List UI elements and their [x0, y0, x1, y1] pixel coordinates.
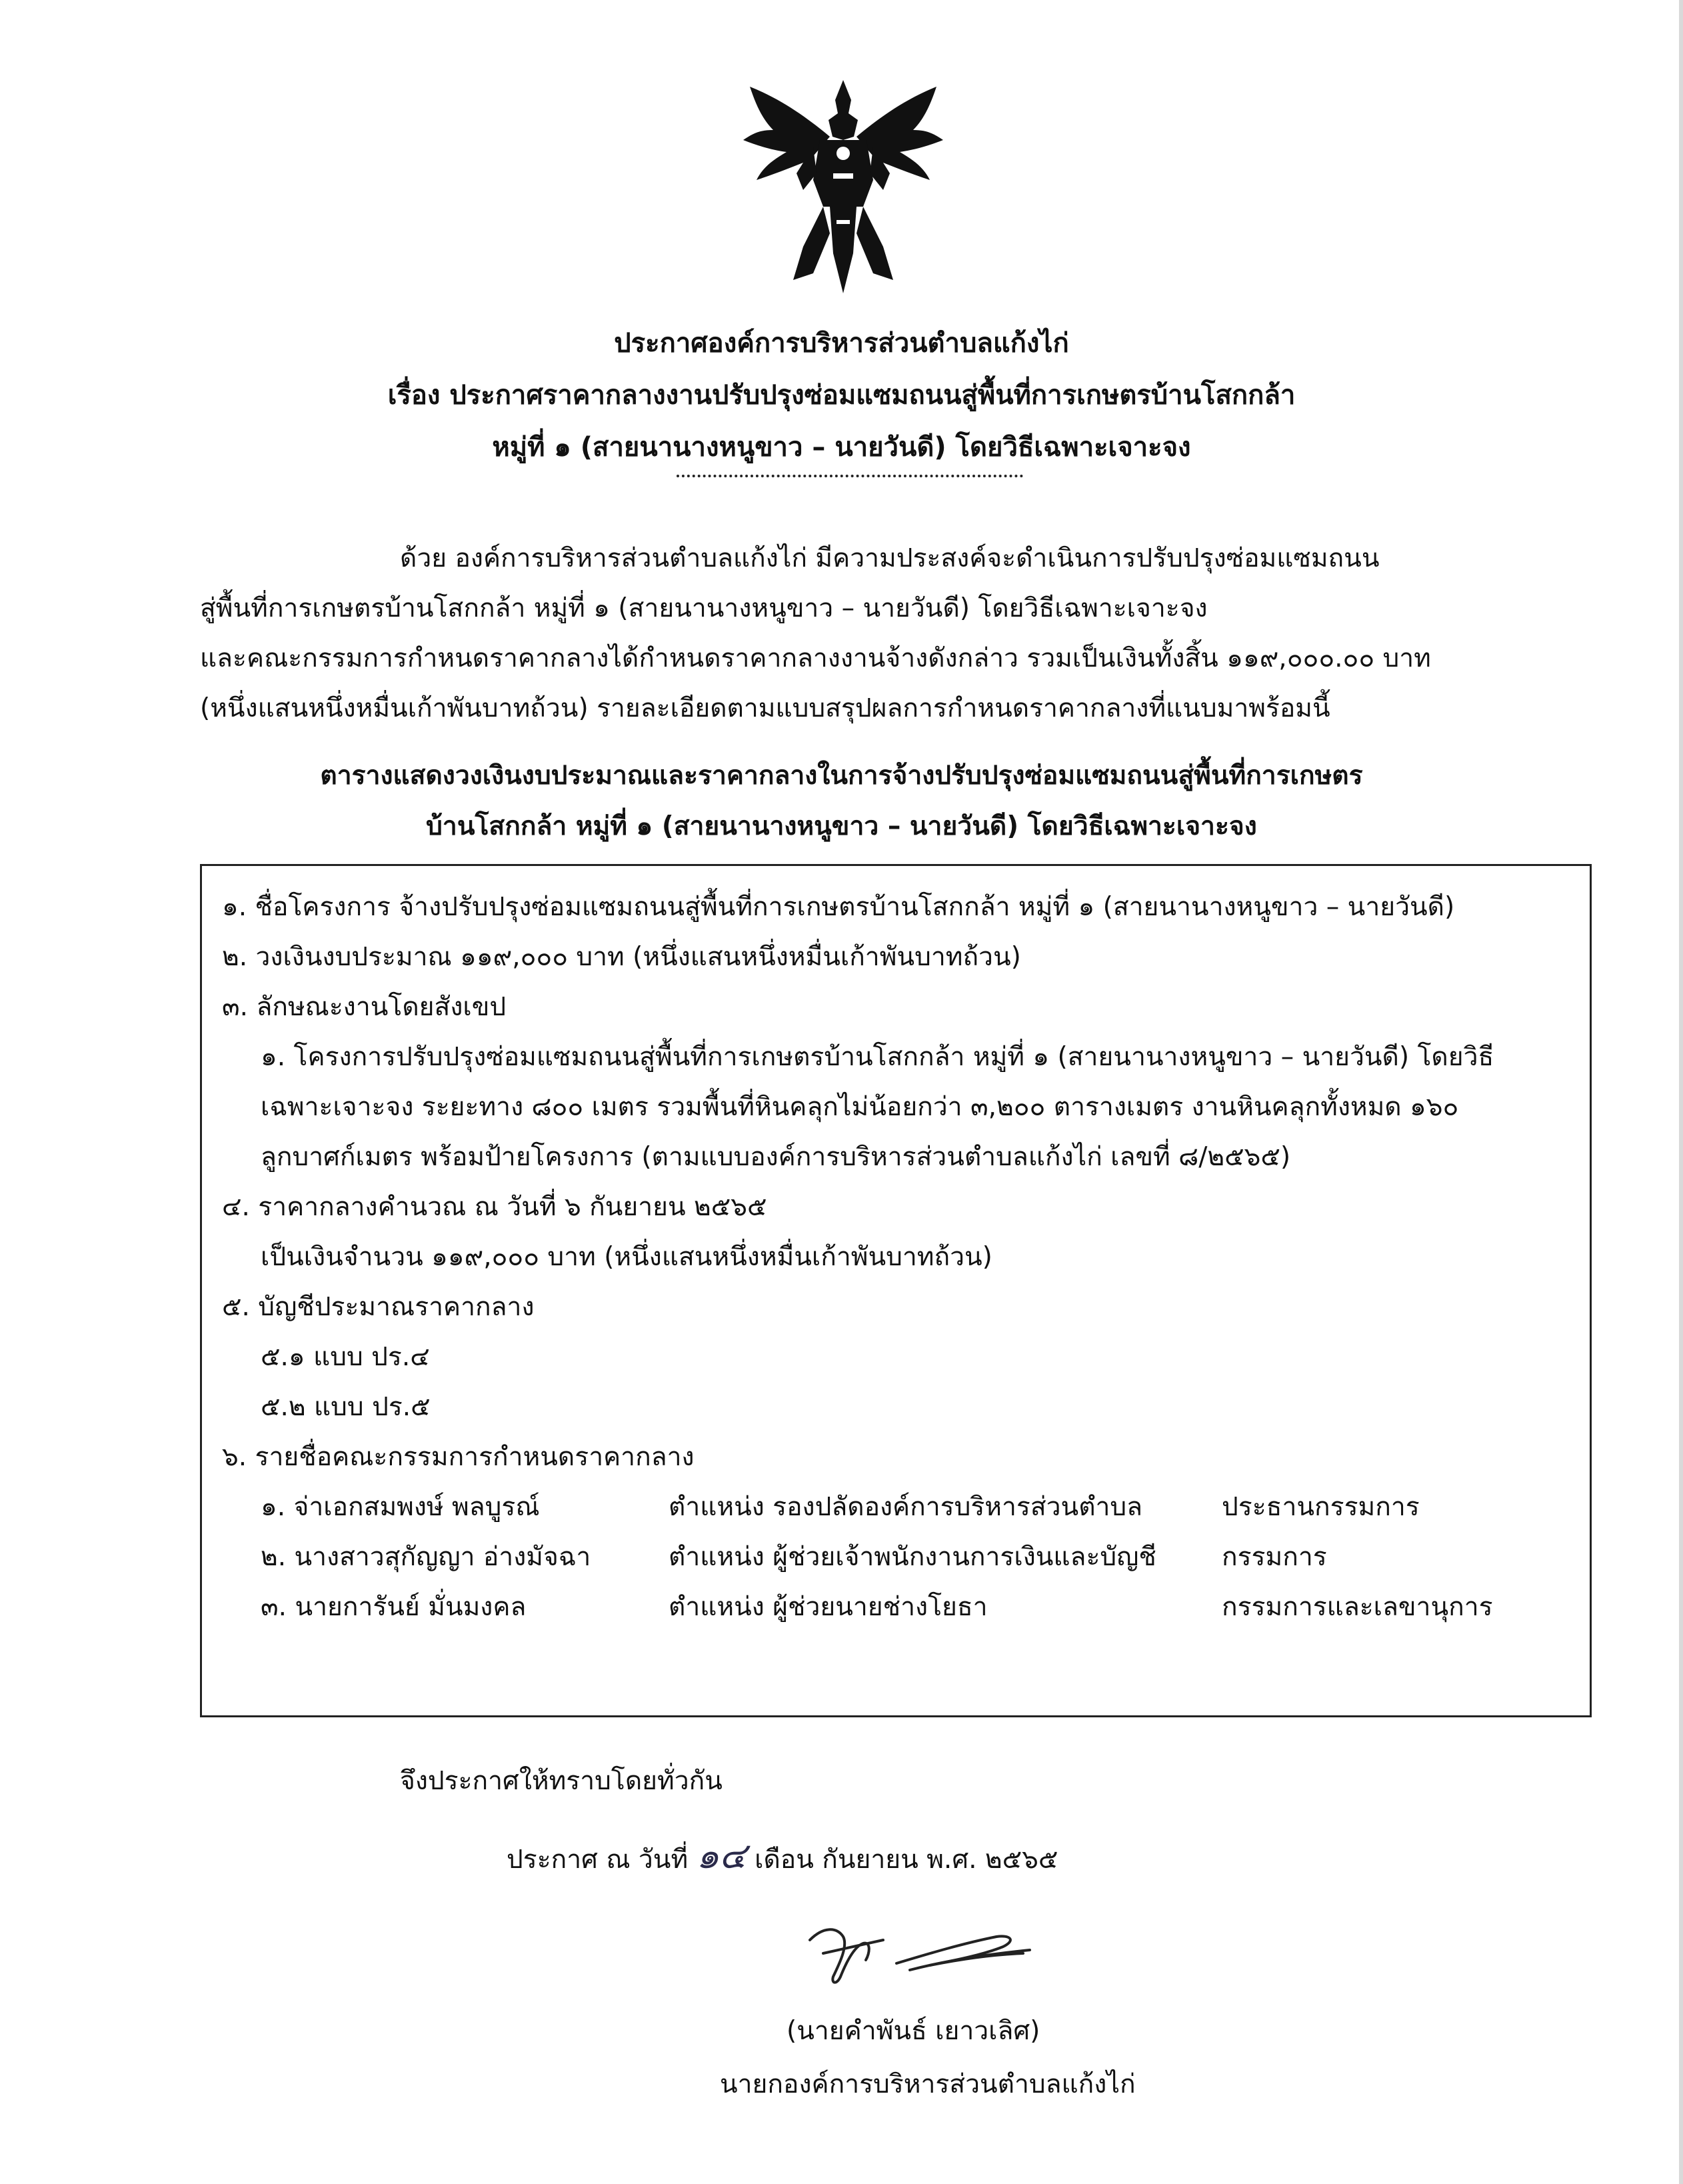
form-por4: ๕.๑ แบบ ปร.๔ — [261, 1342, 430, 1372]
date-day-handwritten: ๑๔ — [696, 1835, 747, 1877]
item-price-estimate-list: ๕. บัญชีประมาณราคากลาง — [222, 1292, 535, 1322]
intro-line-1: ด้วย องค์การบริหารส่วนตำบลแก้งไก่ มีความประสงค์จะดำเนินการปรับปรุงซ่อมแซมถนน — [400, 543, 1380, 573]
signer-name: (นายคำพันธ์ เยาวเลิศ) — [787, 2016, 1040, 2046]
committee-position: ตำแหน่ง รองปลัดองค์การบริหารส่วนตำบล — [669, 1492, 1143, 1522]
work-summary-line-3: ลูกบาศก์เมตร พร้อมป้ายโครงการ (ตามแบบองค์การบริหารส่วนตำบลแก้งไก่ เลขที่ ๘/๒๕๖๕) — [261, 1142, 1291, 1172]
date-suffix: เดือน กันยายน พ.ศ. ๒๕๖๕ — [755, 1845, 1058, 1875]
intro-line-2: สู่พื้นที่การเกษตรบ้านโสกกล้า หมู่ที่ ๑ (สายนานางหนูขาว – นายวันดี) โดยวิธีเฉพาะเจาะจง — [200, 593, 1208, 623]
median-price-amount: เป็นเงินจำนวน ๑๑๙,๐๐๐ บาท (หนึ่งแสนหนึ่งหมื่นเก้าพันบาทถ้วน) — [261, 1242, 992, 1272]
form-por5: ๕.๒ แบบ ปร.๕ — [261, 1392, 431, 1422]
closing-announce: จึงประกาศให้ทราบโดยทั่วกัน — [400, 1766, 723, 1796]
committee-name: ๑. จ่าเอกสมพงษ์ พลบูรณ์ — [261, 1492, 540, 1522]
date-prefix: ประกาศ ณ วันที่ — [507, 1845, 689, 1875]
intro-paragraph — [200, 533, 1506, 733]
work-summary-line-2: เฉพาะเจาะจง ระยะทาง ๘๐๐ เมตร รวมพื้นที่หินคลุกไม่น้อยกว่า ๓,๒๐๐ ตารางเมตร งานหินคลุกทั้งหมด ๑๖๐ — [261, 1092, 1459, 1122]
committee-position: ตำแหน่ง ผู้ช่วยนายช่างโยธา — [669, 1592, 988, 1622]
signer-title: นายกองค์การบริหารส่วนตำบลแก้งไก่ — [720, 2069, 1136, 2099]
signature — [797, 1913, 1050, 1993]
committee-name: ๒. นางสาวสุกัญญา อ่างมัจฉา — [261, 1542, 591, 1572]
announcement-date — [507, 1827, 1058, 1884]
announcement-subject-cont: หมู่ที่ ๑ (สายนานางหนูขาว – นายวันดี) โดยวิธีเฉพาะเจาะจง — [492, 432, 1191, 463]
table-title-line-2: บ้านโสกกล้า หมู่ที่ ๑ (สายนานางหนูขาว – นายวันดี) โดยวิธีเฉพาะเจาะจง — [426, 811, 1257, 841]
intro-line-4: (หนึ่งแสนหนึ่งหมื่นเก้าพันบาทถ้วน) รายละเอียดตามแบบสรุปผลการกำหนดราคากลางที่แนบมาพร้อมนี้ — [200, 693, 1330, 723]
item-work-summary: ๓. ลักษณะงานโดยสังเขป — [222, 992, 507, 1022]
item-committee: ๖. รายชื่อคณะกรรมการกำหนดราคากลาง — [222, 1442, 695, 1472]
committee-position: ตำแหน่ง ผู้ช่วยเจ้าพนักงานการเงินและบัญชี — [669, 1542, 1156, 1572]
table-title-line-1: ตารางแสดงวงเงินงบประมาณและราคากลางในการจ้างปรับปรุงซ่อมแซมถนนสู่พื้นที่การเกษตร — [320, 761, 1363, 791]
item-median-price-date: ๔. ราคากลางคำนวณ ณ วันที่ ๖ กันยายน ๒๕๖๕ — [222, 1192, 767, 1222]
announcement-subject: เรื่อง ประกาศราคากลางงานปรับปรุงซ่อมแซมถนนสู่พื้นที่การเกษตรบ้านโสกกล้า — [387, 380, 1296, 411]
committee-role: กรรมการและเลขานุการ — [1222, 1592, 1493, 1622]
dotted-divider — [677, 475, 1023, 477]
committee-name: ๓. นายการันย์ มั่นมงคล — [261, 1592, 527, 1622]
intro-line-3: และคณะกรรมการกำหนดราคากลางได้กำหนดราคากลางงานจ้างดังกล่าว รวมเป็นเงินทั้งสิ้น ๑๑๙,๐๐๐.๐๐ บาท — [200, 643, 1431, 673]
committee-role: กรรมการ — [1222, 1542, 1327, 1572]
announcement-issuer: ประกาศองค์การบริหารส่วนตำบลแก้งไก่ — [614, 328, 1069, 359]
details-box — [200, 864, 1592, 1717]
item-budget: ๒. วงเงินงบประมาณ ๑๑๙,๐๐๐ บาท (หนึ่งแสนหนึ่งหมื่นเก้าพันบาทถ้วน) — [222, 942, 1021, 972]
garuda-emblem-icon — [737, 73, 950, 300]
committee-role: ประธานกรรมการ — [1222, 1492, 1420, 1522]
item-project-name: ๑. ชื่อโครงการ จ้างปรับปรุงซ่อมแซมถนนสู่พื้นที่การเกษตรบ้านโสกกล้า หมู่ที่ ๑ (สายนานางหนูขาว – นายวันดี) — [222, 892, 1455, 922]
work-summary-line-1: ๑. โครงการปรับปรุงซ่อมแซมถนนสู่พื้นที่การเกษตรบ้านโสกกล้า หมู่ที่ ๑ (สายนานางหนูขาว – นายวันดี) โดยวิธี — [261, 1042, 1494, 1072]
